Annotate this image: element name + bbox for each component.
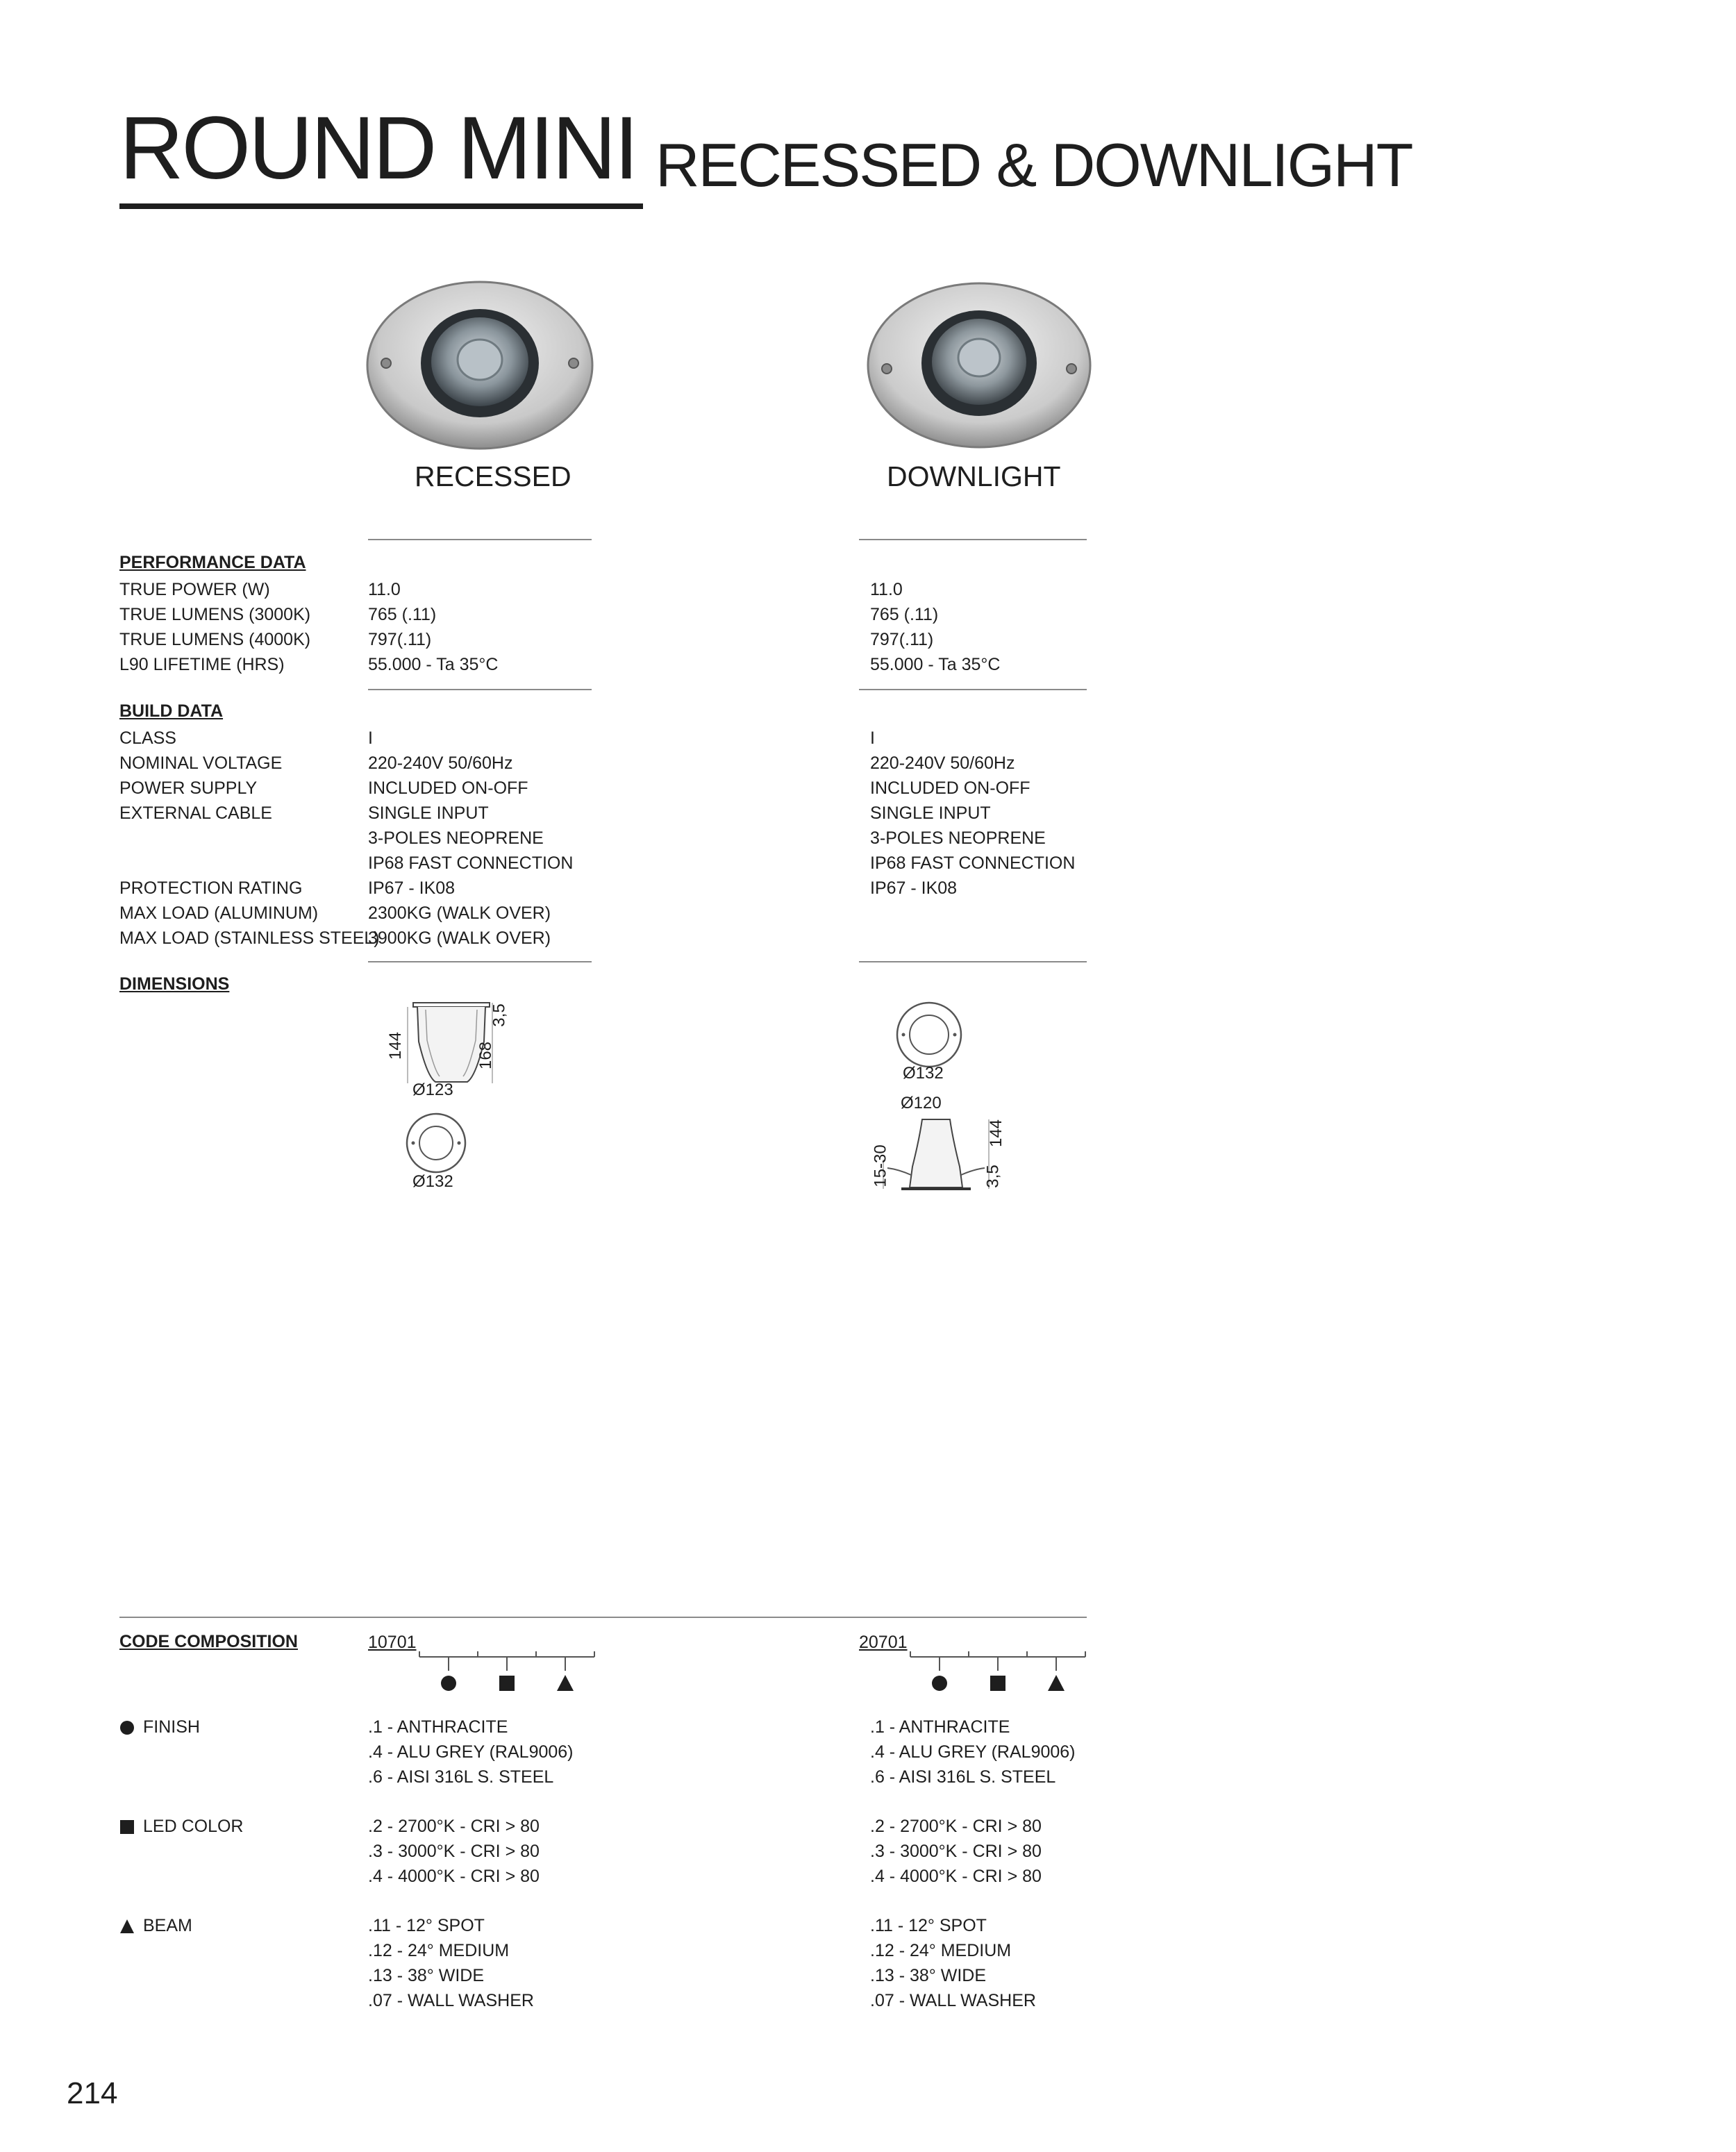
spec-value-recessed: 3-POLES NEOPRENE: [368, 828, 544, 848]
beam-option: .12 - 24° MEDIUM: [870, 1941, 1012, 1960]
led-row-label: [119, 1814, 243, 1839]
spec-value-recessed: 11.0: [368, 580, 401, 599]
spec-value-recessed: 220-240V 50/60Hz: [368, 753, 513, 773]
recessed-top-drawing: [404, 1111, 468, 1175]
divider: [119, 1617, 1087, 1618]
spec-label: EXTERNAL CABLE: [119, 803, 272, 823]
spec-value-recessed: 797(.11): [368, 630, 432, 649]
divider: [368, 689, 592, 690]
divider: [859, 689, 1087, 690]
dim-label: 15-30: [871, 1144, 890, 1187]
spec-label: POWER SUPPLY: [119, 778, 258, 798]
spec-value-recessed: I: [368, 728, 373, 748]
product-code-recessed: 10701: [368, 1633, 417, 1652]
spec-value-recessed: IP68 FAST CONNECTION: [368, 853, 574, 873]
product-label-downlight: DOWNLIGHT: [887, 460, 1061, 492]
led-option: .4 - 4000°K - CRI > 80: [870, 1867, 1042, 1886]
spec-value-recessed: SINGLE INPUT: [368, 803, 489, 823]
triangle-icon: [119, 1919, 135, 1934]
spec-value-downlight: I: [870, 728, 875, 748]
spec-value-downlight: 3-POLES NEOPRENE: [870, 828, 1046, 848]
spec-value-downlight: IP67 - IK08: [870, 878, 958, 898]
beam-label: BEAM: [143, 1916, 192, 1935]
divider: [368, 539, 592, 540]
beam-option: .07 - WALL WASHER: [368, 1991, 534, 2010]
beam-option: .12 - 24° MEDIUM: [368, 1941, 510, 1960]
finish-option: .4 - ALU GREY (RAL9006): [870, 1742, 1076, 1762]
downlight-product-image: [865, 280, 1094, 451]
led-option: .2 - 2700°K - CRI > 80: [368, 1817, 540, 1836]
beam-row-label: [119, 1913, 192, 1938]
downlight-side-drawing: [874, 1111, 992, 1194]
code-structure-downlight: [859, 1650, 1088, 1699]
finish-label: FINISH: [143, 1717, 200, 1737]
spec-value-downlight: 55.000 - Ta 35°C: [870, 655, 1001, 674]
dim-label: Ø132: [903, 1064, 944, 1083]
spec-value-downlight: 797(.11): [870, 630, 934, 649]
code-structure-recessed: [368, 1650, 597, 1699]
spec-label: MAX LOAD (STAINLESS STEEL): [119, 928, 380, 948]
finish-option: .1 - ANTHRACITE: [870, 1717, 1010, 1737]
finish-option: .1 - ANTHRACITE: [368, 1717, 508, 1737]
spec-value-recessed: 765 (.11): [368, 605, 437, 624]
beam-option: .11 - 12° SPOT: [870, 1916, 987, 1935]
recessed-product-image: [365, 280, 594, 451]
led-option: .3 - 3000°K - CRI > 80: [368, 1842, 540, 1861]
spec-label: TRUE LUMENS (4000K): [119, 630, 311, 649]
dim-label: 144: [386, 1031, 406, 1060]
section-heading-performance: PERFORMANCE DATA: [119, 553, 306, 572]
page-number: 214: [67, 2076, 118, 2110]
spec-label: TRUE POWER (W): [119, 580, 270, 599]
finish-row-label: [119, 1715, 200, 1740]
dim-label: Ø120: [901, 1094, 942, 1112]
dim-label: 3,5: [983, 1165, 1003, 1188]
divider: [859, 961, 1087, 962]
spec-label: NOMINAL VOLTAGE: [119, 753, 283, 773]
spec-value-downlight: INCLUDED ON-OFF: [870, 778, 1030, 798]
spec-value-recessed: 2300KG (WALK OVER): [368, 903, 551, 923]
spec-label: L90 LIFETIME (HRS): [119, 655, 285, 674]
square-icon: [119, 1819, 135, 1835]
product-code-downlight: 20701: [859, 1633, 908, 1652]
spec-label: TRUE LUMENS (3000K): [119, 605, 311, 624]
finish-option: .6 - AISI 316L S. STEEL: [870, 1767, 1056, 1787]
spec-value-downlight: SINGLE INPUT: [870, 803, 991, 823]
finish-option: .4 - ALU GREY (RAL9006): [368, 1742, 574, 1762]
beam-option: .11 - 12° SPOT: [368, 1916, 485, 1935]
spec-label: PROTECTION RATING: [119, 878, 303, 898]
section-heading-dimensions: DIMENSIONS: [119, 974, 230, 994]
downlight-top-drawing: [894, 1000, 964, 1069]
product-label-recessed: RECESSED: [415, 460, 571, 492]
spec-value-downlight: 11.0: [870, 580, 903, 599]
section-heading-code: CODE COMPOSITION: [119, 1632, 298, 1651]
dim-label: 144: [987, 1119, 1006, 1148]
dim-label: 168: [476, 1041, 496, 1070]
spec-value-downlight: IP68 FAST CONNECTION: [870, 853, 1076, 873]
circle-icon: [119, 1720, 135, 1735]
spec-value-recessed: 55.000 - Ta 35°C: [368, 655, 499, 674]
dim-label: Ø123: [412, 1081, 453, 1099]
spec-value-downlight: 765 (.11): [870, 605, 939, 624]
divider: [368, 961, 592, 962]
spec-label: CLASS: [119, 728, 176, 748]
dim-label: Ø132: [412, 1172, 453, 1191]
beam-option: .13 - 38° WIDE: [870, 1966, 986, 1985]
led-option: .4 - 4000°K - CRI > 80: [368, 1867, 540, 1886]
spec-value-downlight: 220-240V 50/60Hz: [870, 753, 1015, 773]
spec-value-recessed: 3900KG (WALK OVER): [368, 928, 551, 948]
section-heading-build: BUILD DATA: [119, 701, 224, 721]
beam-option: .13 - 38° WIDE: [368, 1966, 484, 1985]
spec-value-recessed: IP67 - IK08: [368, 878, 456, 898]
beam-option: .07 - WALL WASHER: [870, 1991, 1036, 2010]
led-option: .2 - 2700°K - CRI > 80: [870, 1817, 1042, 1836]
finish-option: .6 - AISI 316L S. STEEL: [368, 1767, 554, 1787]
divider: [859, 539, 1087, 540]
spec-value-recessed: INCLUDED ON-OFF: [368, 778, 528, 798]
page-title: ROUND MINI: [119, 99, 637, 198]
led-option: .3 - 3000°K - CRI > 80: [870, 1842, 1042, 1861]
dim-label: 3,5: [490, 1003, 509, 1027]
page-subtitle: RECESSED & DOWNLIGHT: [656, 131, 1412, 199]
led-color-label: LED COLOR: [143, 1817, 244, 1836]
spec-label: MAX LOAD (ALUMINUM): [119, 903, 319, 923]
title-underline: [119, 203, 643, 209]
